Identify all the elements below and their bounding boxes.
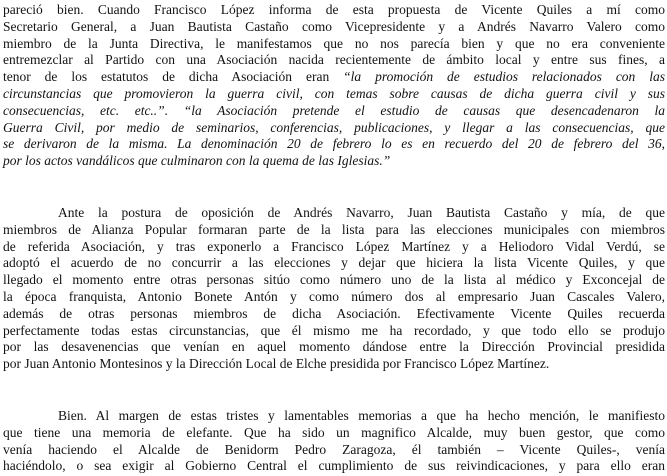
text-line <box>3 222 665 239</box>
italic-quote-run: se derivaron de la misma. La denominación 20 de febrero lo es en recuerdo del 20 de febrero del 36, <box>3 136 665 152</box>
text-run: miembro de la Junta Directiva, le manifestamos que no nos parecía bien y que no era conveniente <box>3 35 665 51</box>
text-run: llegado el momento entre otras personas sitúo como número uno de la lista al médico y Exconcejal de <box>3 272 665 288</box>
paragraph <box>3 2 665 170</box>
text-line <box>3 272 665 289</box>
text-line <box>3 103 665 120</box>
text-run: Bien. Al margen de estas tristes y lamentables memorias a que ha hecho mención, le manifiesto <box>58 407 665 423</box>
paragraph <box>3 205 665 373</box>
italic-quote-run: circunstancias que promovieron la guerra civil, con temas sobre causas de dicha guerra civil y sus <box>3 85 665 101</box>
text-line <box>3 458 665 475</box>
text-line <box>3 2 665 19</box>
text-line <box>3 52 665 69</box>
text-line <box>3 69 665 86</box>
text-run: además de otras personas miembros de dicha Asociación. Efectivamente Vicente Quiles recuerda <box>3 305 665 321</box>
text-line <box>3 19 665 36</box>
text-run: pareció bien. Cuando Francisco López informa de esta propuesta de Vicente Quiles a mí como <box>3 2 665 17</box>
text-line <box>3 425 665 442</box>
text-run: la época franquista, Antonio Bonete Antón y como número dos al empresario Juan Cascales Valero, <box>3 288 665 304</box>
text-run: haciéndolo, o sea exigir al Gobierno Central el cumplimiento de sus reivindicaciones, y para ello eran <box>3 458 665 474</box>
document-text <box>3 2 665 475</box>
italic-quote-run: consecuencias, etc. etc..”. “la Asociación pretende el estudio de causas que desencadenaron la <box>3 102 665 118</box>
text-line <box>3 408 665 425</box>
italic-quote-run: “la promoción de estudios relacionados con las <box>343 69 666 85</box>
text-line <box>3 356 665 373</box>
text-line <box>3 239 665 256</box>
italic-quote-run: Guerra Civil, por medio de seminarios, conferencias, publicaciones, y llegar a las consecuencias, que <box>3 119 665 135</box>
text-run: Ante la postura de oposición de Andrés Navarro, Juan Bautista Castaño y mía, de que <box>58 204 665 220</box>
text-run: de referida Asociación, y tras exponerlo a Francisco López Martínez y a Heliodoro Vidal Verdú, se <box>3 238 665 254</box>
text-run: perfectamente todas estas circunstancias, que él mismo me ha recordado, y que todo ello se produjo <box>3 322 665 338</box>
text-line <box>3 255 665 272</box>
text-run: entremezclar al Partido con una Asociación nacida recientemente de ámbito local y entre sus fines, a <box>3 52 665 68</box>
text-run: miembros de Alianza Popular formaran parte de la lista para las elecciones municipales con miembros <box>3 221 665 237</box>
text-line <box>3 306 665 323</box>
text-run: por Juan Antonio Montesinos y la Dirección Local de Elche presidida por Francisco López Martínez. <box>3 356 550 372</box>
paragraph <box>3 408 665 475</box>
text-line <box>3 136 665 153</box>
italic-quote-run: por los actos vandálicos que culminaron con la quema de las Iglesias.” <box>3 153 391 169</box>
text-line <box>3 442 665 459</box>
text-run: tenor de los estatutos de dicha Asociación eran <box>3 69 344 85</box>
text-line <box>3 289 665 306</box>
text-line <box>3 120 665 137</box>
text-line <box>3 205 665 222</box>
text-line <box>3 323 665 340</box>
text-line <box>3 86 665 103</box>
text-run: adoptó el acuerdo de no concurrir a las elecciones y dejar que hiciera la lista Vicente Quiles, y que <box>3 255 665 271</box>
text-line <box>3 339 665 356</box>
text-line <box>3 36 665 53</box>
text-run: que tiene una memoria de elefante. Que ha sido un magnifico Alcalde, muy buen gestor, que como <box>3 424 665 440</box>
text-run: por las desavenencias que venían en aquel momento dándose entre la Dirección Provincial presidida <box>3 339 665 355</box>
text-run: venía haciendo el Alcalde de Benidorm Pedro Zaragoza, él también – Vicente Quiles-, venía <box>3 441 665 457</box>
text-run: Secretario General, a Juan Bautista Castaño como Vicepresidente y a Andrés Navarro Valero como <box>3 18 665 34</box>
text-line <box>3 153 665 170</box>
